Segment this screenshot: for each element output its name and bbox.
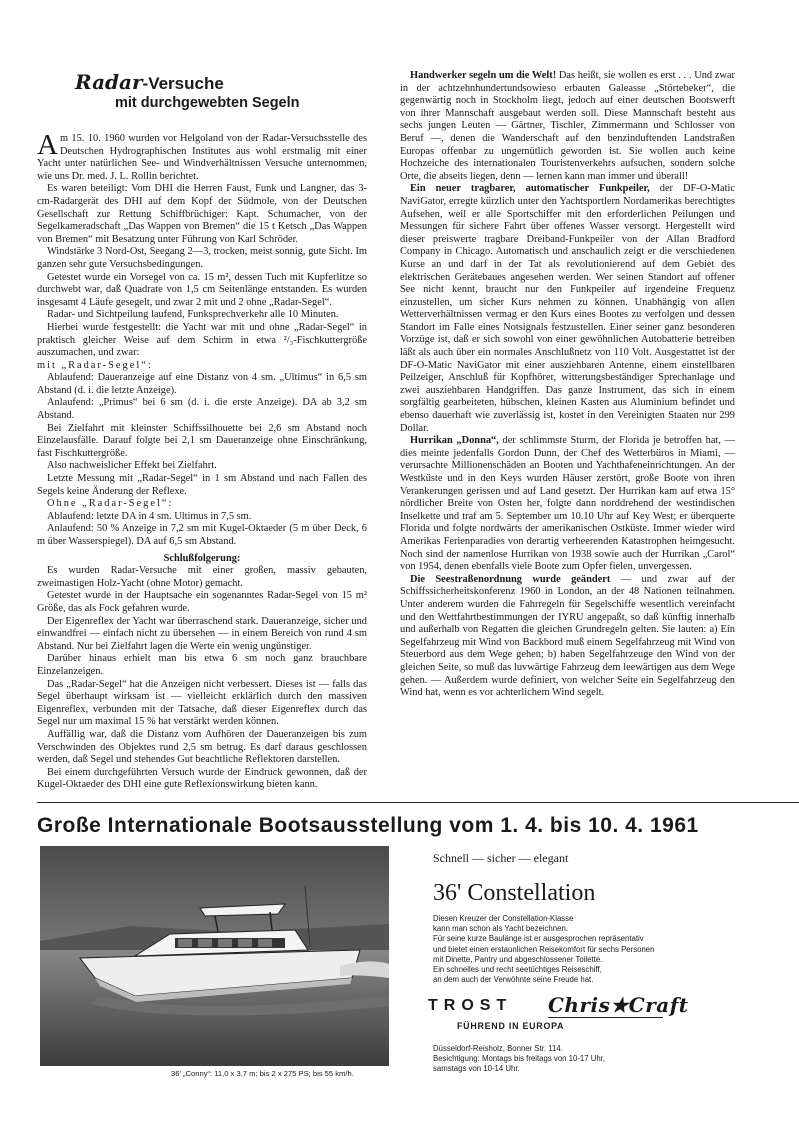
brand-trost: TROST: [428, 997, 513, 1014]
article-paragraph: Getestet wurde in der Hauptsache ein sogenanntes Radar-Segel von 15 m² Größe, das als Fock gefahren wurde.: [37, 590, 367, 614]
without-sail-label: Ohne „Radar-Segel“:: [47, 498, 174, 510]
news-item-heading: Hurrikan „Donna“,: [410, 435, 499, 447]
ad-tagline: Schnell — sicher — elegant: [433, 851, 569, 865]
news-item-text: — und zwar auf der Schiffssicherheitskonferenz 1960 in London, an der 48 Nationen teilnahmen. Unter anderem wurden die Fahrregeln für Segelschiffe wesentlich vereinfacht und den Wettfahrtbestimmungen der IYRU angepaßt, so daß künftig innerhalb und außerhalb von Regatten die gleichen Grundregeln gelten. Sie lauten: a) Ein Segelfahrzeug mit Wind von Backbord muß einem Segelfahrzeug mit Wind von Steuerbord aus dem Wege gehen; b) haben Segelfahrzeuge den Wind von der gleichen Seite, so muß das luvwärtige Fahrzeug dem leewärtigen aus dem Wege gehen. — Außerdem wurde definiert, von welcher Seite ein Segelfahrzeug den Wind hat, wenn es vor achterlichem Wind segelt.: [400, 573, 735, 699]
article-paragraph: Ablaufend: letzte DA in 4 sm. Ultimus in 7,5 sm.: [47, 510, 252, 522]
section-divider: [37, 802, 799, 803]
article-paragraph: Es waren beteiligt: Vom DHI die Herren Faust, Funk und Langner, das 3-cm-Radargerät des DHI auf dem Kopf der Südmole, von der Deutschen Gesellschaft zur Rettung Schiffbrüchiger: Kapt. Schumacher, von der Segelkameradschaft „Das Wappen von Bremen“ die 15 t Ketsch „Das Wappen von Bremen“ mit Besatzung unter Führung von Karl Schröder.: [37, 183, 367, 245]
brand-underline: [548, 1017, 663, 1018]
photo-caption: 36' „Conny“: 11,0 x 3,7 m; bis 2 x 275 PS; bis 55 km/h.: [171, 1069, 354, 1078]
brand-logo: [428, 995, 728, 1021]
news-item: [400, 183, 735, 435]
news-item: [400, 435, 735, 574]
news-item-text: Das heißt, sie wollen es erst . . . Und zwar in der achtzehnhundertundsowieso erbauten Galeasse „Störtebeker“, die gegenwärtig noch in Stockholm liegt, jedoch auf einer deutschen Bootswerft von ihrer Mannschaft ausgebaut werden soll. Diese Mannschaft besteht aus sechs jungen Leuten — Gärtner, Tischler, Zimmermann und Schlosser von Beruf —, denen die Wanderschaft auf den benzinduftenden Landstraßen Europas offenbar zu ungemütlich geworden ist. Sie wollen auch keine Hochzeiche des internationalen Touristenverkehrs aufsuchen, sondern solche Orte, die abseits liegen, denn — lernen kann man immer und überall!: [400, 70, 735, 182]
title-script-word: Radar: [75, 70, 143, 94]
article-paragraph: Radar- und Sichtpeilung laufend, Funksprechverkehr alle 10 Minuten.: [47, 309, 339, 321]
title-rest: -Versuche: [142, 74, 224, 93]
drop-cap: A: [37, 129, 58, 161]
ad-headline: Große Internationale Bootsausstellung vom 1. 4. bis 10. 4. 1961: [37, 814, 699, 837]
boat-photo: [40, 846, 389, 1066]
article-paragraph: Bei Zielfahrt mit kleinster Schiffssilhouette bei 2,6 sm Abstand noch Einzelausfälle. Darauf folgte bei 2,1 sm Daueranzeige ohne Einschränkung, fast Fischkuttergröße.: [37, 422, 367, 459]
with-sail-label: mit „Radar-Segel“:: [37, 359, 153, 371]
news-item: [400, 70, 735, 183]
conclusion-heading: Schlußfolgerung:: [163, 552, 241, 564]
ad-address: Düsseldorf-Reisholz, Bonner Str. 114. Besichtigung: Montags bis freitags von 10-17 Uhr, samstags von 10-14 Uhr.: [433, 1044, 606, 1074]
news-item-text: der schlimmste Sturm, der Florida je betroffen hat, — dies meinte jedenfalls Gordon Dunn, der Chef des Wetterbüros in Miami, — verursachte Millionenschäden an Booten und Yachthafeneinrichtungen. An der Westküste und in den Keys wurden Häuser zerstört, große Boote von ihren Verankerungen gerissen und auf Land gesetzt. Der Hurrikan kam auf etwa 15° nördlicher Breite von Osten her, folgte dann norddrehend der westindischen Inselkette und traf am 5. September um 10.10 Uhr auf Key West; er überquerte Florida und folgte nordwärts der amerikanischen Ostküste. Immer wieder wird Amerikas Ferienparadies von derartig verheerenden Katastrophen heimgesucht. Noch sind der namenlose Hurrikan von 1938 sowie auch der Hurrikan „Carol“ von 1954, denen ebenfalls viele Boote zum Opfer fielen, unvergessen.: [400, 435, 735, 573]
news-item: [400, 574, 735, 700]
brand-subtitle: FÜHREND IN EUROPA: [457, 1021, 565, 1031]
article-paragraph: Hierbei wurde festgestellt: die Yacht war mit und ohne „Radar-Segel“ in praktisch gleicher Weise auf dem Schirm in etwa ²/₃-Fischkuttergröße auszumachen, und zwar:: [37, 321, 367, 359]
article-paragraph: Letzte Messung mit „Radar-Segel“ in 1 sm Abstand und nach Fallen des Segels keine Änderung der Reflexe.: [37, 473, 367, 497]
article-paragraph: Darüber hinaus erhielt man bis etwa 6 sm noch ganz brauchbare Einzelanzeigen.: [37, 653, 367, 677]
article-paragraph: Also nachweislicher Effekt bei Zielfahrt.: [47, 460, 217, 472]
article-paragraph: Anlaufend: 50 % Anzeige in 7,2 sm mit Kugel-Oktaeder (5 m über Deck, 6 m über Wasserspiegel). DA auf 6,5 sm Abstand.: [37, 523, 367, 547]
news-item-heading: Ein neuer tragbarer, automatischer Funkpeiler,: [410, 183, 650, 195]
article-paragraph: Windstärke 3 Nord-Ost, Seegang 2—3, trocken, meist sonnig, gute Sicht. Im ganzen sehr gute Versuchsbedingungen.: [37, 246, 367, 270]
article-subtitle: mit durchgewebten Segeln: [115, 95, 300, 111]
news-item-text: der DF-O-Matic NaviGator, erregte kürzlich unter den Yachtsportlern Nordamerikas berechtigtes Aufsehen, weil er alle Sportschiffer mit den erforderlichen Peilungen und Messungen für sichere Fahrt über offenes Wasser versorgt. Hergestellt wird dieser preiswerte tragbare Dreiband-Funkpeiler von der Allan Bradford Company in Chicago. Automatisch und anschaulich zeigt er die verschiedenen Kurse an und darf in der Tat als revolutionierend auf dem Gebiet des elektrischen Gerätebaues angesehen werden. Wer seinen Standort auf offener See nicht kennt, braucht nur den Funkpeiler auf irgendeine Frequenz einzustellen, um sicher Kurs nehmen zu können. Unabhängig von allen Wetterverhältnissen vermag er den Kurs eines Bootes zu verfolgen und dessen Standort im Falle eines Notsignals festzustellen. Einer seiner ganz besonderen Vorzüge ist, daß er sich sowohl von einer gewöhnlichen Autobatterie betreiben läßt als auch über ein normales Anschlußnetz von 110 Volt. Ausgestattet ist der DF-O-Matic NaviGator mit einer ausziehbaren Antenne, einem einstellbaren Peilzeiger, Anschluß für Kopfhörer, witterungsbeständiger Sprechanlage und zwei ausziehbaren Handgriffen. Das ganze Instrument, das sich in einem sorgfältig gearbeiteten, hübschen, kleinen Kasten aus Aluminium befindet und ebenso dauerhaft wie zuverlässig ist, kostet in den Vereinigten Staaten nur 299 Dollar.: [400, 183, 735, 434]
article-paragraph: Bei einem durchgeführten Versuch wurde der Eindruck gewonnen, daß der Kugel-Oktaeder des DHI eine gute Reflexionswirkung bieten kann.: [37, 766, 367, 791]
news-item-heading: Handwerker segeln um die Welt!: [410, 70, 557, 81]
ad-model-name: 36' Constellation: [433, 880, 596, 906]
article-title: [75, 72, 375, 112]
news-item-heading: Die Seestraßenordnung wurde geändert: [410, 573, 611, 585]
right-news-column: [400, 70, 735, 700]
left-article-column: [37, 129, 367, 792]
article-paragraph: Der Eigenreflex der Yacht war überraschend stark. Daueranzeige, sicher und einwandfrei — einfach nicht zu übersehen — in einem Bereich von rund 4 sm Abstand. Nur bei Zielfahrt lagen die Werte ein wenig ungünstiger.: [37, 615, 367, 652]
ad-body-text: Diesen Kreuzer der Constellation-Klasse kann man schon als Yacht bezeichnen. Für seine kurze Baulänge ist er ausgesprochen repräsentativ und bietet einen erstaunlichen Reisekomfort für sechs Personen mit Dinette, Pantry und abgeschlossener Toilette. Ein schnelles und recht seetüchtiges Reiseschiff, an dem auch der Verwöhnte seine Freude hat.: [433, 914, 655, 985]
brand-chris-craft: Chris★Craft: [548, 993, 689, 1017]
article-paragraph: Es wurden Radar-Versuche mit einer großen, massiv gebauten, zweimastigen Holz-Yacht (ohne Motor) gemacht.: [37, 565, 367, 589]
article-paragraph: Am 15. 10. 1960 wurden vor Helgoland von der Radar-Versuchsstelle des Deutschen Hydrographischen Institutes aus wohl erstmalig mit einer Yacht unter natürlichen See- und Windverhältnissen Versuche unternommen, wie uns Dr. med. J. L. Rollin berichtet.: [37, 129, 367, 182]
article-paragraph: Ablaufend: Daueranzeige auf eine Distanz von 4 sm. „Ultimus“ in 6,5 sm Abstand (d. i. die letzte Anzeige).: [37, 372, 367, 396]
article-paragraph: Getestet wurde ein Vorsegel von ca. 15 m², dessen Tuch mit Kupferlitze so durchwebt war, daß Quadrate von 1,5 cm Seitenlänge entstanden. Es wurden insgesamt 4 Läufe gesegelt, und zwar 2 mit und 2 ohne „Radar-Segel“.: [37, 271, 367, 308]
article-paragraph: Auffällig war, daß die Distanz vom Aufhören der Daueranzeigen bis zum Verschwinden des Objektes rund 2,5 sm betrug. Es darf daraus geschlossen werden, daß Segel und stehendes Gut beachtliche Reflektoren darstellen.: [37, 728, 367, 766]
article-paragraph: Anlaufend: „Primus“ bei 6 sm (d. i. die erste Anzeige). DA ab 3,2 sm Abstand.: [37, 397, 367, 422]
article-paragraph: Das „Radar-Segel“ hat die Anzeigen nicht verbessert. Dieses ist — falls das Segel überhaupt wirksam ist — vielleicht erklärlich durch den massiven Eigenreflex, verbunden mit der Tatsache, daß dieser Eigenreflex durch das Segel nur um maximal 15 % hat verstärkt werden können.: [37, 678, 367, 728]
